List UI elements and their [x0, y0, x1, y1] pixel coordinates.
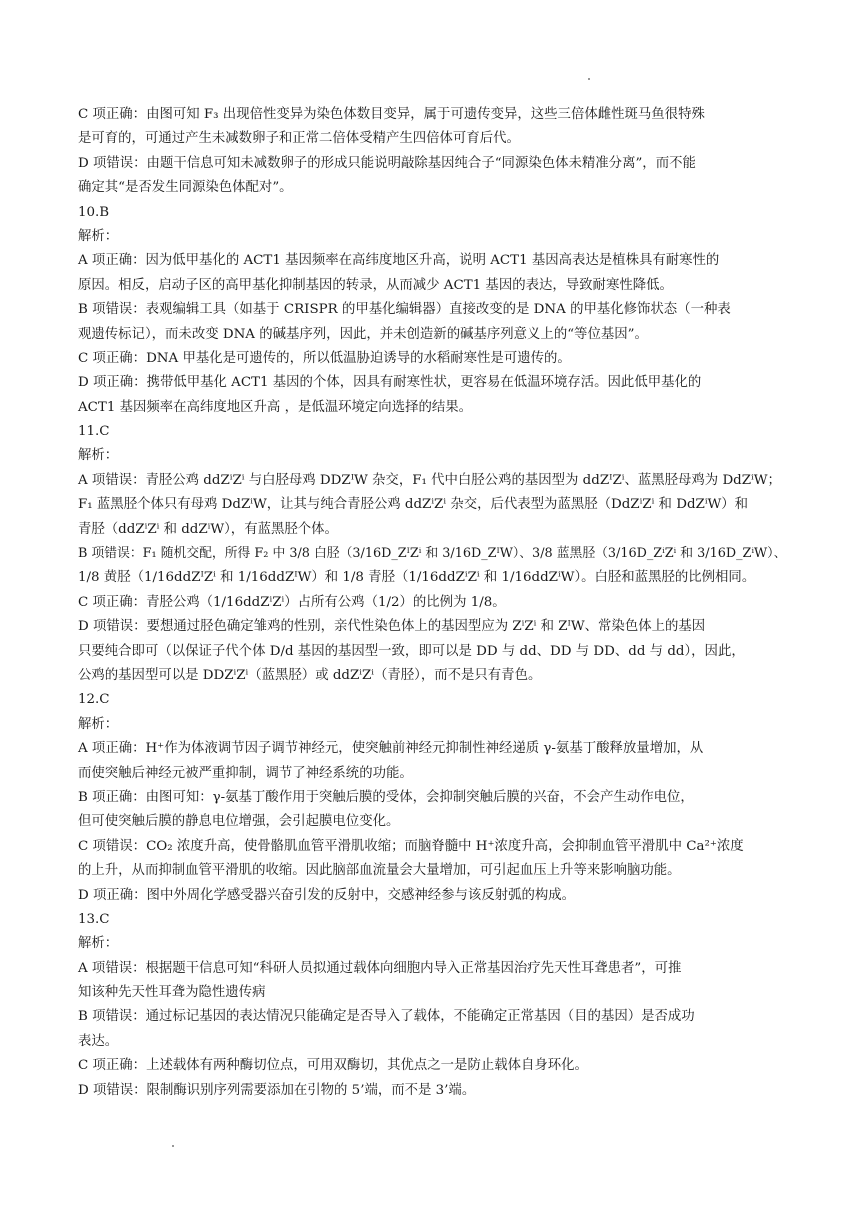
text-line: C 项正确：DNA 甲基化是可遗传的，所以低温胁迫诱导的水稻耐寒性是可遗传的。: [78, 350, 571, 366]
scan-speck: [172, 1145, 174, 1147]
text-line: C 项正确：由图可知 F₃ 出现倍性变异为染色体数目变异，属于可遗传变异，这些三倍体雌性斑马鱼很特殊: [78, 107, 705, 122]
analysis-label: 解析：: [78, 228, 119, 244]
text-line: A 项错误：根据题干信息可知“科研人员拟通过载体向细胞内导入正常基因治疗先天性耳聋患者”，可推: [78, 960, 682, 976]
text-line: A 项正确：H⁺作为体液调节因子调节神经元，使突触前神经元抑制性神经递质 γ-氨基丁酸释放量增加，从: [78, 741, 704, 757]
text-line: D 项错误：由题干信息可知未减数卵子的形成只能说明敲除基因纯合子“同源染色体未精准分离”，而不能: [78, 155, 696, 171]
text-line: 表达。: [78, 1033, 119, 1049]
analysis-label: 解析：: [78, 716, 119, 732]
text-line: C 项正确：上述载体有两种酶切位点，可用双酶切，其优点之一是防止载体自身环化。: [78, 1058, 588, 1074]
text-line: F₁ 蓝黑胫个体只有母鸡 DdZⁱW，让其与纯合青胫公鸡 ddZⁱZⁱ 杂交，后代表型为蓝黑胫（DdZⁱZⁱ 和 DdZⁱW）和: [78, 497, 749, 513]
text-line: A 项错误：青胫公鸡 ddZⁱZⁱ 与白胫母鸡 DDZᴵW 杂交，F₁ 代中白胫公鸡的基因型为 ddZᴵZⁱ、蓝黑胫母鸡为 DdZⁱW；: [78, 472, 781, 488]
analysis-label: 解析：: [78, 448, 119, 464]
question-number: 10.B: [78, 204, 110, 220]
scan-speck: [588, 78, 590, 80]
text-line: 的上升，从而抑制血管平滑肌的收缩。因此脑部血流量会大量增加，可引起血压上升等来影响脑功能。: [78, 863, 681, 879]
text-line: ACT1 基因频率在高纬度地区升高 ，是低温环境定向选择的结果。: [78, 399, 473, 415]
text-line: C 项错误：CO₂ 浓度升高，使骨骼肌血管平滑肌收缩；而脑脊髓中 H⁺浓度升高，会抑制血管平滑肌中 Ca²⁺浓度: [78, 838, 744, 854]
text-line: B 项错误：通过标记基因的表达情况只能确定是否导入了载体，不能确定正常基因（目的基因）是否成功: [78, 1009, 695, 1025]
question-number: 13.C: [78, 911, 110, 927]
text-line: 1/8 黄胫（1/16ddZᴵZⁱ 和 1/16ddZᴵW）和 1/8 青胫（1/16ddZⁱZⁱ 和 1/16ddZⁱW）。白胫和蓝黑胫的比例相同。: [78, 570, 756, 586]
text-line: D 项正确：图中外周化学感受器兴奋引发的反射中，交感神经参与该反射弧的构成。: [78, 887, 576, 903]
text-line: 青胫（ddZⁱZⁱ 和 ddZⁱW），有蓝黑胫个体。: [78, 521, 338, 537]
text-line: 而使突触后神经元被严重抑制，调节了神经系统的功能。: [78, 765, 413, 781]
text-line: D 项错误：限制酶识别序列需要添加在引物的 5’端，而不是 3’端。: [78, 1082, 476, 1098]
text-line: B 项错误：表观编辑工具（如基于 CRISPR 的甲基化编辑器）直接改变的是 DNA 的甲基化修饰状态（一种表: [78, 302, 731, 318]
text-line: 观遗传标记），而未改变 DNA 的碱基序列，因此，并未创造新的碱基序列意义上的“等位基因”。: [78, 326, 648, 342]
text-line: A 项正确：因为低甲基化的 ACT1 基因频率在高纬度地区升高，说明 ACT1 基因高表达是植株具有耐寒性的: [78, 253, 720, 269]
text-line: 原因。相反，启动子区的高甲基化抑制基因的转录，从而减少 ACT1 基因的表达，导致耐寒性降低。: [78, 277, 673, 293]
text-line: D 项正确：携带低甲基化 ACT1 基因的个体，因具有耐寒性状，更容易在低温环境存活。因此低甲基化的: [78, 375, 702, 391]
text-line: 公鸡的基因型可以是 DDZⁱZⁱ（蓝黑胫）或 ddZⁱZⁱ（青胫），而不是只有青色。: [78, 667, 542, 683]
question-number: 12.C: [78, 692, 110, 708]
text-line: 知该种先天性耳聋为隐性遗传病: [78, 985, 266, 1001]
answer-explanations: [78, 103, 794, 1103]
text-line: 但可使突触后膜的静息电位增强，会引起膜电位变化。: [78, 814, 400, 830]
text-line: 是可育的，可通过产生未减数卵子和正常二倍体受精产生四倍体可育后代。: [78, 131, 520, 147]
text-line: B 项错误：F₁ 随机交配，所得 F₂ 中 3/8 白胫（3/16D_ZᴵZⁱ 和 3/16D_ZᴵW）、3/8 蓝黑胫（3/16D_ZⁱZⁱ 和 3/16D_ZⁱW）、: [78, 546, 787, 562]
text-line: B 项正确：由图可知：γ-氨基丁酸作用于突触后膜的受体，会抑制突触后膜的兴奋，不会产生动作电位，: [78, 789, 694, 805]
question-number: 11.C: [78, 424, 110, 440]
text-line: 确定其“是否发生同源染色体配对”。: [78, 180, 293, 196]
analysis-label: 解析：: [78, 936, 119, 952]
text-line: D 项错误：要想通过胫色确定雏鸡的性别，亲代性染色体上的基因型应为 ZⁱZⁱ 和 ZᴵW、常染色体上的基因: [78, 619, 706, 635]
text-line: 只要纯合即可（以保证子代个体 D/d 基因的基因型一致，即可以是 DD 与 dd、DD 与 DD、dd 与 dd），因此，: [78, 643, 745, 659]
text-line: C 项正确：青胫公鸡（1/16ddZⁱZⁱ）占所有公鸡（1/2）的比例为 1/8。: [78, 594, 506, 610]
